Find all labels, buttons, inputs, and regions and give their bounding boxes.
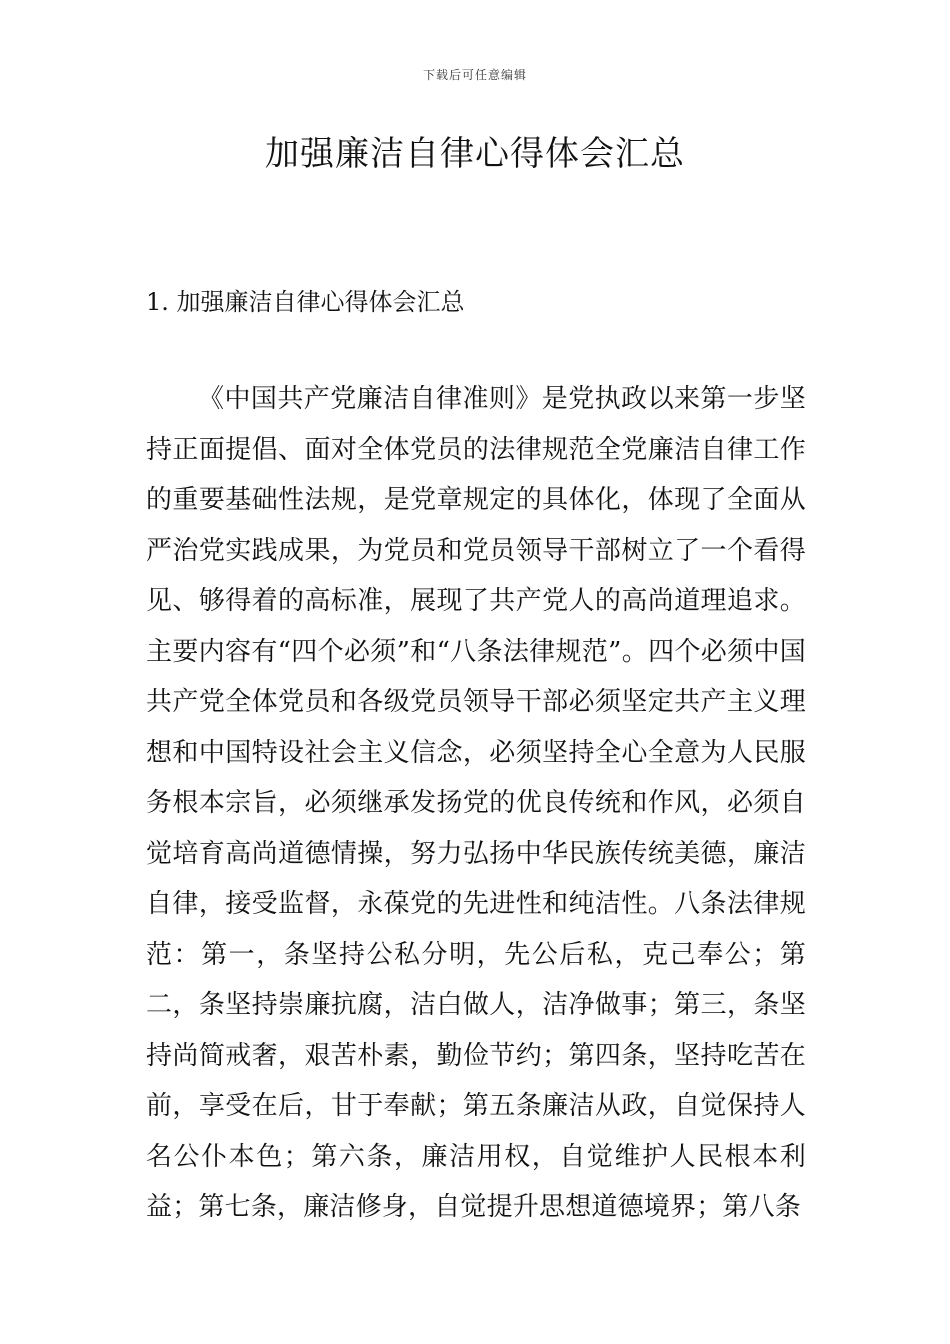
section-heading: 1. 加强廉洁自律心得体会汇总 (146, 288, 465, 316)
header-note: 下载后可任意编辑 (422, 68, 527, 82)
body-paragraph: 《中国共产党廉洁自律准则》是党执政以来第一步坚持正面提倡、面对全体党员的法律规范全党廉洁自律工作的重要基础性法规，是党章规定的具体化，体现了全面从严治党实践成果，为党员和党员领导干部树立了一个看得见、够得着的高标准，展现了共产党人的高尚道理追求。主要内容有“四个必须”和“八条法律规范”。四个必须中国共产党全体党员和各级党员领导干部必须坚定共产主义理想和中国特设社会主义信念，必须坚持全心全意为人民服务根本宗旨，必须继承发扬党的优良传统和作风，必须自觉培育高尚道德情操，努力弘扬中华民族传统美德，廉洁自律，接受监督，永葆党的先进性和纯洁性。八条法律规范：第一，条坚持公私分明，先公后私，克己奉公；第二，条坚持崇廉抗腐，洁白做人，洁净做事；第三，条坚持尚简戒奢，艰苦朴素，勤俭节约；第四条，坚持吃苦在前，享受在后，甘于奉献；第五条廉洁从政，自觉保持人名公仆本色；第六条，廉洁用权，自觉维护人民根本利益；第七条，廉洁修身，自觉提升思想道德境界；第八条 (146, 384, 806, 1222)
document-title: 加强廉洁自律心得体会汇总 (265, 134, 685, 174)
